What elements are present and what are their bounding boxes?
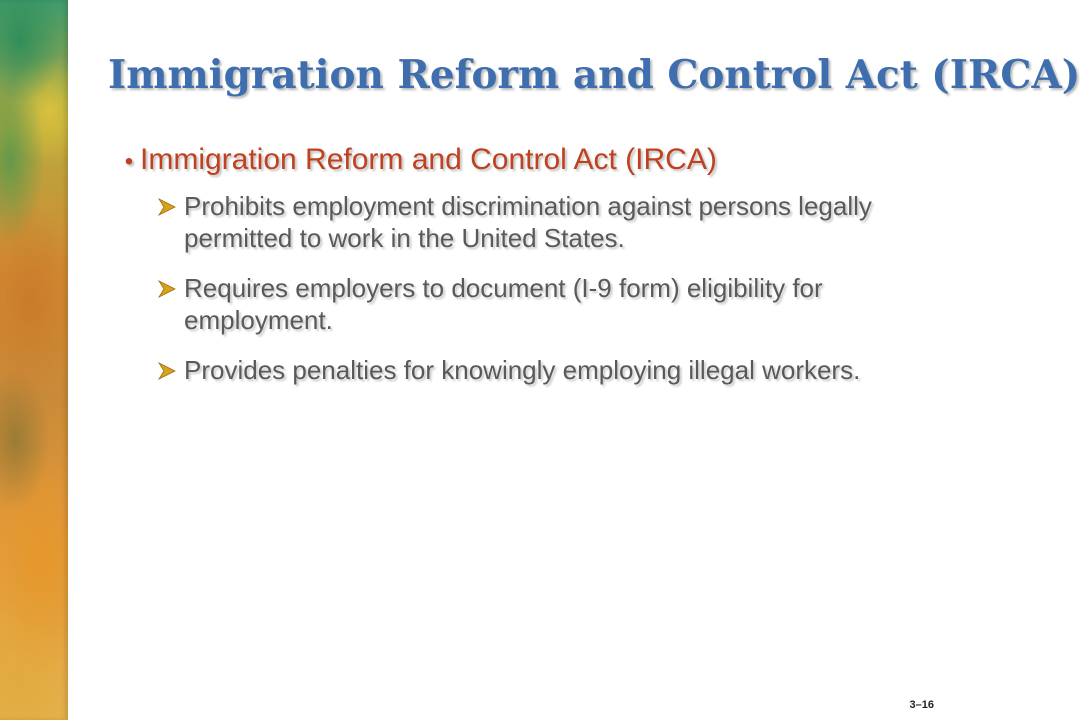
sub-bullet-item bbox=[158, 190, 918, 254]
slide-title: Immigration Reform and Control Act (IRCA) bbox=[108, 52, 1080, 98]
sub-bullet-text: Provides penalties for knowingly employing illegal workers. bbox=[184, 355, 861, 385]
decorative-side-band bbox=[0, 0, 68, 720]
main-bullet bbox=[118, 142, 918, 180]
sub-bullet-item bbox=[158, 272, 918, 336]
arrowhead-bullet-icon bbox=[158, 198, 176, 216]
slide-content bbox=[118, 142, 918, 386]
arrowhead-bullet-icon bbox=[158, 362, 176, 380]
sub-bullet-text: Requires employers to document (I-9 form) eligibility for employment. bbox=[184, 273, 823, 335]
slide-number: 3–16 bbox=[909, 699, 934, 711]
sub-bullet-text: Prohibits employment discrimination against persons legally permitted to work in the United States. bbox=[184, 191, 872, 253]
sub-bullet-item bbox=[158, 354, 918, 386]
arrowhead-bullet-icon bbox=[158, 280, 176, 298]
bullet-dot-icon: • bbox=[124, 148, 134, 175]
sub-bullet-list bbox=[118, 190, 918, 386]
main-bullet-text: Immigration Reform and Control Act (IRCA) bbox=[140, 143, 717, 176]
